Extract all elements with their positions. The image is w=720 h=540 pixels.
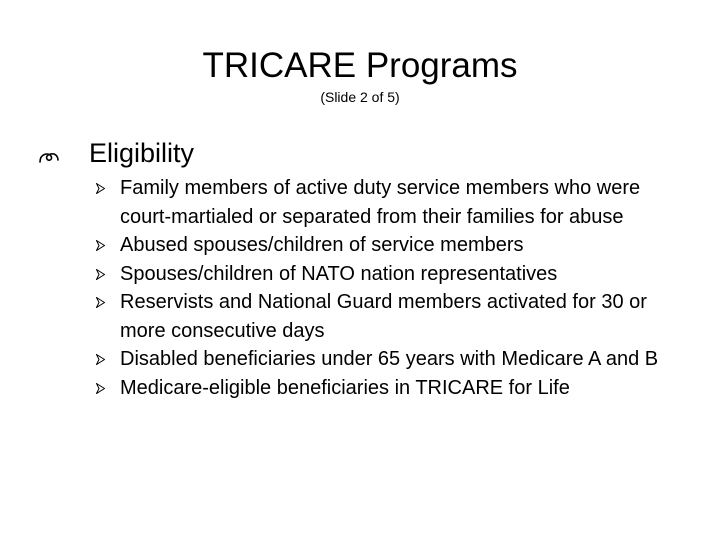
list-item (0, 345, 720, 374)
list-item-text: Abused spouses/children of service members (120, 234, 524, 256)
list-item (0, 374, 720, 403)
list-item-text: Family members of active duty service members who were court-martialed or separated from their families for abuse (120, 177, 641, 228)
arrowhead-bullet-icon (96, 269, 105, 280)
list-item-text: Medicare-eligible beneficiaries in TRICARE for Life (120, 376, 570, 399)
arrowhead-bullet-icon (96, 240, 105, 251)
list-item (0, 288, 720, 345)
arrowhead-bullet-icon (96, 183, 105, 194)
eligibility-list (0, 174, 720, 402)
list-item-text: Spouses/children of NATO nation representatives (120, 262, 558, 285)
slide-title: TRICARE Programs (202, 46, 518, 85)
list-item (0, 231, 720, 260)
arrowhead-bullet-icon (96, 354, 105, 365)
list-item (0, 260, 720, 289)
list-item-text: Disabled beneficiaries under 65 years with Medicare A and B (120, 348, 659, 370)
list-item-text: Reservists and National Guard members activated for 30 or more consecutive days (120, 291, 647, 342)
slide-subtitle: (Slide 2 of 5) (320, 89, 400, 105)
arrowhead-bullet-icon (96, 297, 105, 308)
arrowhead-bullet-icon (96, 383, 105, 394)
list-item (0, 174, 720, 231)
scroll-curl-bullet-icon (38, 148, 60, 166)
section-heading: Eligibility (89, 138, 195, 168)
